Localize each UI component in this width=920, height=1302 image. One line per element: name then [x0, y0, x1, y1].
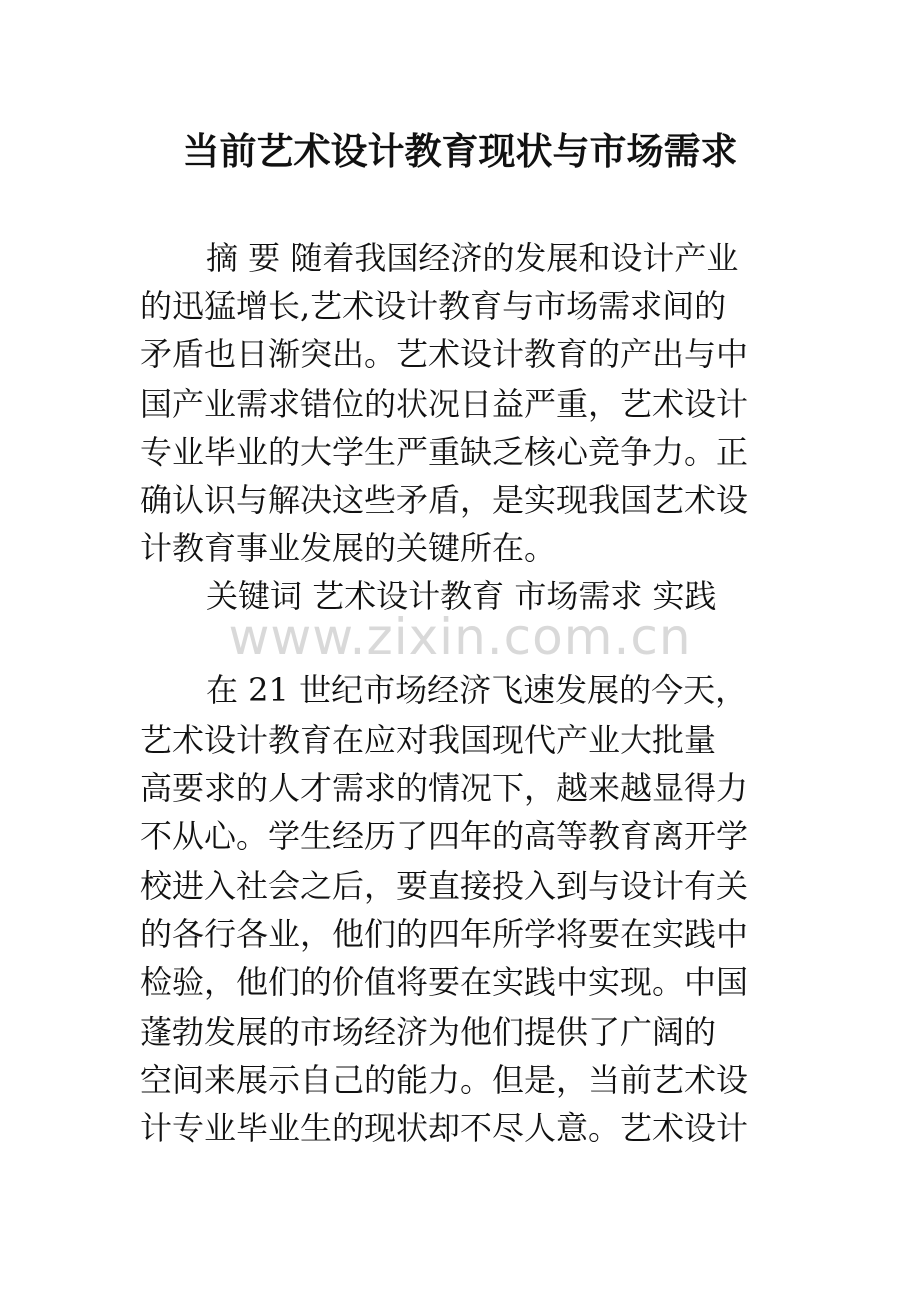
body-line: 蓬勃发展的市场经济为他们提供了广阔的 [140, 1013, 717, 1051]
abstract-line: 计教育事业发展的关键所在。 [140, 529, 557, 567]
abstract-line: 确认识与解决这些矛盾，是实现我国艺术设 [140, 481, 749, 519]
body-line: 在 21 世纪市场经济飞速发展的今天， [206, 671, 748, 709]
body-line: 检验，他们的价值将要在实践中实现。中国 [140, 963, 749, 1001]
body-line: 的各行各业，他们的四年所学将要在实践中 [140, 915, 749, 953]
watermark-text: www.zixin.com.cn [228, 608, 692, 666]
abstract-line: 矛盾也日渐突出。艺术设计教育的产出与中 [140, 335, 749, 373]
body-line: 高要求的人才需求的情况下，越来越显得力 [140, 769, 749, 807]
body-line: 校进入社会之后，要直接投入到与设计有关 [140, 867, 749, 905]
body-line: 空间来展示自己的能力。但是，当前艺术设 [140, 1061, 749, 1099]
abstract-line: 的迅猛增长,艺术设计教育与市场需求间的 [140, 287, 727, 325]
keywords-line: 关键词 艺术设计教育 市场需求 实践 [206, 577, 717, 615]
body-line: 计专业毕业生的现状却不尽人意。艺术设计 [140, 1109, 749, 1147]
abstract-line: 摘 要 随着我国经济的发展和设计产业 [206, 239, 739, 277]
document-title: 当前艺术设计教育现状与市场需求 [182, 129, 738, 173]
abstract-line: 国产业需求错位的状况日益严重，艺术设计 [140, 385, 749, 423]
body-line: 不从心。学生经历了四年的高等教育离开学 [140, 817, 749, 855]
body-line: 艺术设计教育在应对我国现代产业大批量 [140, 721, 717, 759]
abstract-line: 专业毕业的大学生严重缺乏核心竞争力。正 [140, 433, 749, 471]
